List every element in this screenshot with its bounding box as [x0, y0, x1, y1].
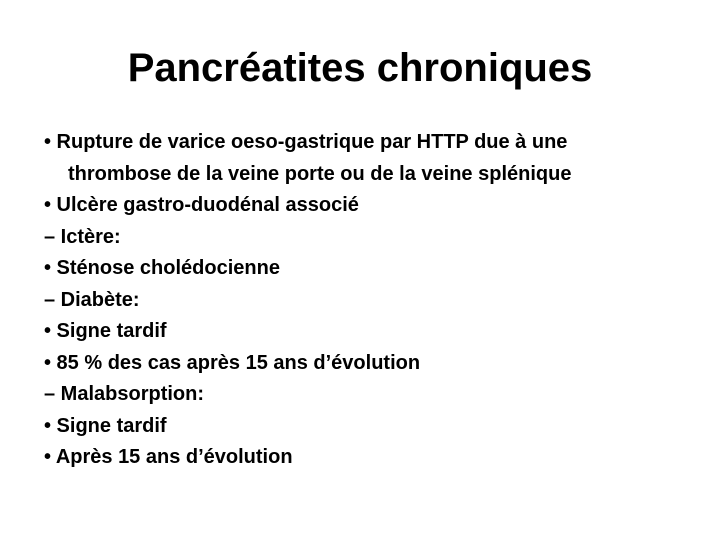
list-item: • 85 % des cas après 15 ans d’évolution	[44, 351, 421, 374]
list-item	[44, 127, 704, 190]
list-item: • Après 15 ans d’évolution	[44, 446, 293, 468]
list-item: • Signe tardif	[44, 320, 167, 342]
list-item-text: • Rupture de varice oeso-gastrique par HTTP due à une	[44, 131, 568, 153]
list-item: – Ictère:	[44, 225, 121, 248]
list-item: – Malabsorption:	[44, 383, 205, 405]
slide-title: Pancréatites chroniques	[127, 46, 593, 90]
list-item-continuation: thrombose de la veine porte ou de la veine splénique	[68, 162, 572, 185]
list-item: • Sténose cholédocienne	[44, 257, 280, 279]
list-item: – Diabète:	[44, 288, 140, 311]
list-item: • Signe tardif	[44, 414, 167, 437]
list-item: • Ulcère gastro-duodénal associé	[44, 194, 359, 216]
slide-body	[44, 127, 704, 474]
